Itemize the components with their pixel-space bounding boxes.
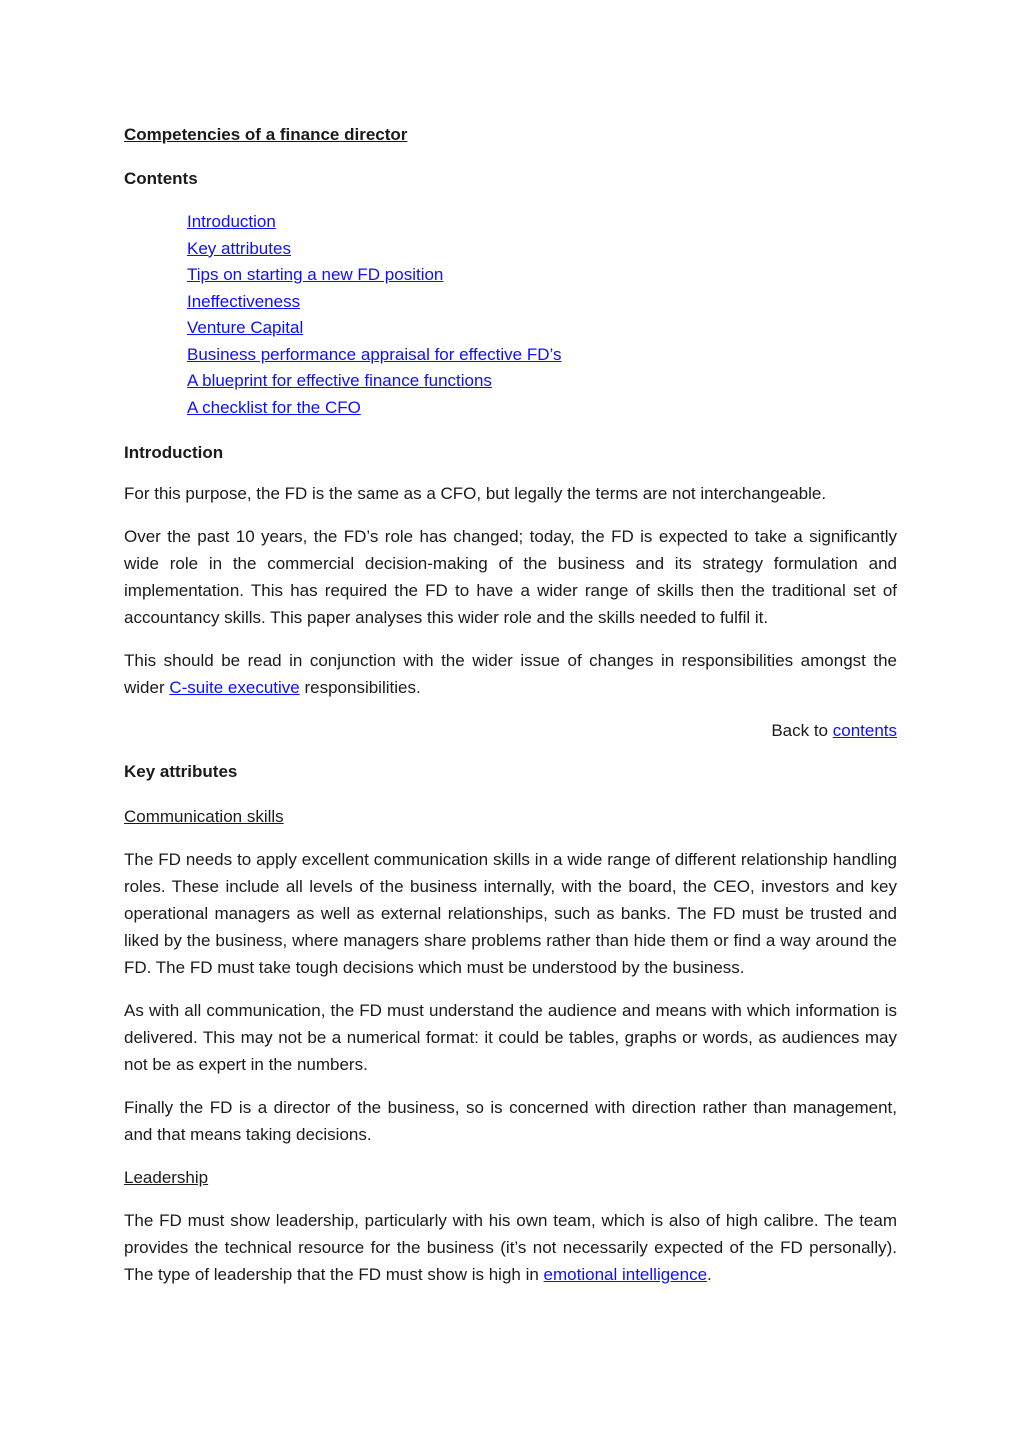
toc-link-blueprint-finance-functions[interactable]: A blueprint for effective finance functions (187, 371, 492, 390)
paragraph-text: This should be read in conjunction with the wider issue of changes in responsibilities amongst the wider (124, 651, 897, 697)
document-title: Competencies of a finance director (124, 125, 408, 144)
communication-paragraph-3: Finally the FD is a director of the business, so is concerned with direction rather than management, and that means taking decisions. (124, 1098, 897, 1144)
key-attributes-heading: Key attributes (124, 762, 238, 781)
back-to-contents-link[interactable]: contents (832, 721, 897, 740)
c-suite-executive-link[interactable]: C-suite executive (169, 678, 300, 697)
introduction-paragraph-1: For this purpose, the FD is the same as a CFO, but legally the terms are not interchangeable. (124, 484, 827, 503)
contents-heading: Contents (124, 169, 198, 188)
paragraph-text: responsibilities. (299, 678, 421, 697)
communication-skills-subheading: Communication skills (124, 807, 284, 826)
toc-link-introduction[interactable]: Introduction (187, 212, 276, 231)
paragraph-text: . (707, 1265, 712, 1284)
introduction-heading: Introduction (124, 443, 224, 462)
toc-link-venture-capital[interactable]: Venture Capital (187, 318, 304, 337)
back-to-contents-line (124, 717, 897, 744)
leadership-paragraph-1 (124, 1207, 897, 1288)
back-to-label: Back to (771, 721, 833, 740)
paragraph-text: The FD must show leadership, particularly with his own team, which is also of high calibre. The team provides the technical resource for the business (it’s not necessarily expected of the FD personally). The type of leadership that the FD must show is high in (124, 1211, 897, 1284)
emotional-intelligence-link[interactable]: emotional intelligence (543, 1265, 708, 1284)
introduction-paragraph-3 (124, 647, 897, 701)
toc-link-tips-new-fd-position[interactable]: Tips on starting a new FD position (187, 265, 444, 284)
introduction-paragraph-2: Over the past 10 years, the FD’s role has changed; today, the FD is expected to take a significantly wide role in the commercial decision-making of the business and its strategy formulation and implementation. This has required the FD to have a wider range of skills then the traditional set of accountancy skills. This paper analyses this wider role and the skills needed to fulfil it. (124, 527, 897, 627)
toc-link-business-performance-appraisal[interactable]: Business performance appraisal for effective FD’s (187, 344, 562, 364)
table-of-contents (124, 209, 897, 421)
communication-paragraph-2: As with all communication, the FD must understand the audience and means with which information is delivered. This may not be a numerical format: it could be tables, graphs or words, as audiences may not be as expert in the numbers. (124, 1001, 897, 1074)
toc-link-ineffectiveness[interactable]: Ineffectiveness (187, 291, 301, 311)
leadership-subheading: Leadership (124, 1168, 209, 1187)
toc-link-key-attributes[interactable]: Key attributes (187, 238, 291, 258)
communication-paragraph-1: The FD needs to apply excellent communication skills in a wide range of different relationship handling roles. These include all levels of the business internally, with the board, the CEO, investors and key operational managers as well as external relationships, such as banks. The FD must be trusted and liked by the business, where managers share problems rather than hide them or find a way around the FD. The FD must take tough decisions which must be understood by the business. (124, 850, 897, 977)
toc-link-checklist-cfo[interactable]: A checklist for the CFO (187, 397, 361, 417)
